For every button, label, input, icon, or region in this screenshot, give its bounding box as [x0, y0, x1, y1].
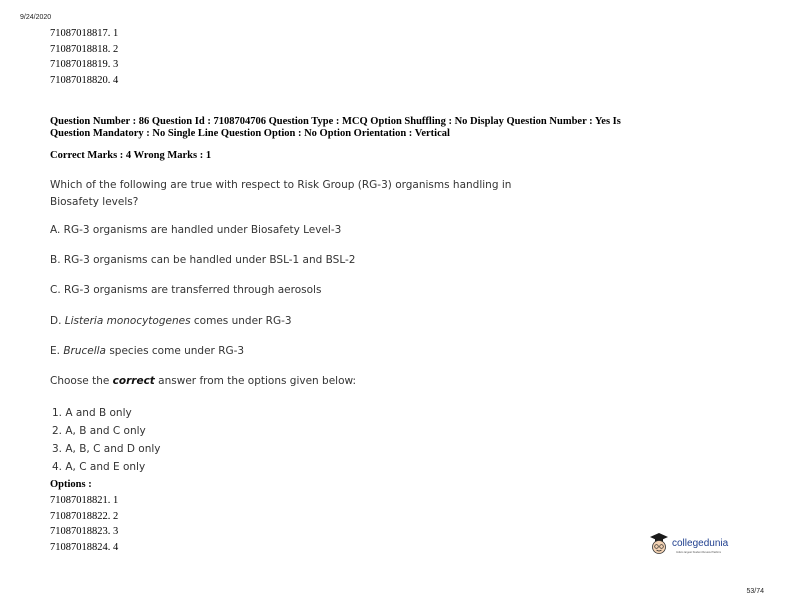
statement-d-organism: Listeria monocytogenes	[64, 315, 191, 327]
question-meta-line2: Question Mandatory : No Single Line Question Option : No Option Orientation : Vertical	[50, 128, 450, 139]
option-id: 71087018824. 4	[50, 541, 119, 553]
statement-c: C. RG-3 organisms are transferred through aerosols	[50, 284, 322, 296]
question-text	[50, 177, 540, 211]
answer-choice: 1. A and B only	[52, 407, 132, 419]
logo-graphic	[648, 528, 740, 564]
instruction-emphasis: correct	[112, 375, 155, 387]
print-date: 9/24/2020	[20, 14, 52, 21]
logo-wordmark: collegedunia	[672, 538, 729, 549]
option-id: 71087018823. 3	[50, 526, 119, 537]
statement-d-prefix: D.	[50, 315, 65, 327]
statement-e-suffix: species come under RG-3	[106, 345, 245, 357]
answer-choice: 2. A, B and C only	[52, 425, 146, 437]
option-id: 71087018817. 1	[50, 28, 119, 39]
statement-b: B. RG-3 organisms can be handled under BSL-1 and BSL-2	[50, 254, 356, 266]
option-id: 71087018820. 4	[50, 74, 119, 86]
option-ids	[50, 493, 118, 555]
question-line1: Which of the following are true with respect to Risk Group (RG-3) organisms handling in	[50, 179, 512, 191]
instruction-after: answer from the options given below:	[154, 375, 357, 387]
statement-d	[50, 315, 292, 327]
instruction-before: Choose the	[50, 375, 113, 387]
instruction-text	[50, 375, 356, 387]
option-id: 71087018819. 3	[50, 59, 119, 70]
statement-a: A. RG-3 organisms are handled under Biosafety Level-3	[50, 224, 342, 236]
question-meta-line1: Question Number : 86 Question Id : 7108704706 Question Type : MCQ Option Shuffling : No Display Question Number : Yes Is	[50, 116, 621, 127]
collegedunia-logo	[648, 528, 740, 564]
page-number: 53/74	[746, 588, 764, 595]
statement-e-prefix: E.	[50, 345, 64, 357]
answer-choice: 3. A, B, C and D only	[52, 443, 161, 455]
marks-info: Correct Marks : 4 Wrong Marks : 1	[50, 150, 212, 161]
option-id: 71087018822. 2	[50, 510, 119, 522]
options-heading: Options :	[50, 479, 92, 490]
answer-choices	[52, 404, 161, 476]
answer-choice: 4. A, C and E only	[52, 461, 146, 473]
question-line2: Biosafety levels?	[50, 196, 139, 208]
logo-tagline: India's largest Student Review Platform	[676, 551, 722, 554]
option-id: 71087018818. 2	[50, 43, 119, 55]
statement-d-suffix: comes under RG-3	[190, 315, 292, 327]
statement-e-organism: Brucella	[63, 345, 106, 357]
question-meta	[50, 116, 730, 140]
statement-e	[50, 345, 244, 357]
previous-option-ids	[50, 26, 118, 88]
option-id: 71087018821. 1	[50, 495, 119, 506]
